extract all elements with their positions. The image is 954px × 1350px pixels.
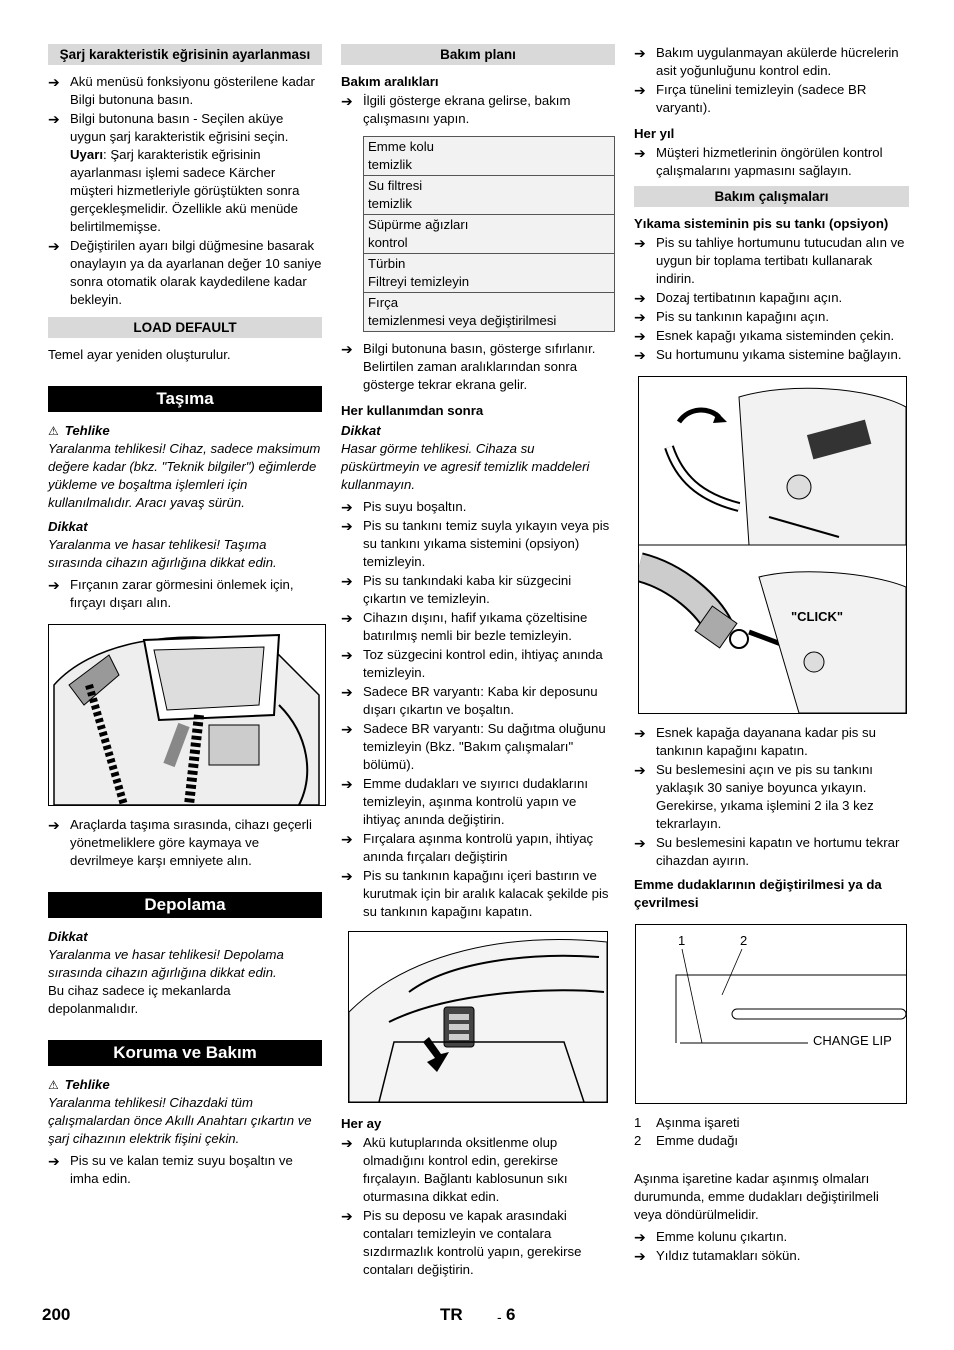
list-item: ➔ Araçlarda taşıma sırasında, cihazı geçerli yönetmeliklere göre kaymaya ve devrilmeye karşı emniyete alın. bbox=[48, 817, 312, 868]
arrow-icon: ➔ bbox=[48, 1153, 60, 1169]
column-1 bbox=[48, 44, 322, 1189]
arrow-icon: ➔ bbox=[341, 341, 353, 357]
list-item: ➔ Akü menüsü fonksiyonu gösterilene kadar Bilgi butonuna basın. bbox=[48, 74, 315, 107]
subheading: Bakım aralıkları bbox=[341, 74, 439, 89]
arrow-icon: ➔ bbox=[341, 776, 353, 792]
arrow-icon: ➔ bbox=[634, 328, 646, 344]
list-item: ➔ Pis su ve kalan temiz suyu boşaltın ve imha edin. bbox=[48, 1153, 293, 1186]
arrow-icon: ➔ bbox=[341, 721, 353, 737]
caution-heading: Dikkat bbox=[48, 929, 88, 944]
table-row: Süpürme ağızları kontrol bbox=[364, 215, 614, 254]
wash-system-list bbox=[634, 234, 909, 364]
caution-heading: Dikkat bbox=[341, 423, 381, 438]
paragraph: Yaralanma tehlikesi! Cihaz, sadece maksimum değere kadar (bkz. "Teknik bilgiler") eğimlerde yükleme ve boşaltma işlemleri için kullanılmalıdır. Aracı yavaş sürün. bbox=[48, 441, 321, 510]
caution-heading: Dikkat bbox=[48, 519, 88, 534]
arrow-icon: ➔ bbox=[634, 835, 646, 851]
list-item: ➔ Toz süzgecini kontrol edin, ihtiyaç anında temizleyin. bbox=[341, 647, 603, 680]
paragraph: Temel ayar yeniden oluşturulur. bbox=[48, 347, 231, 362]
arrow-icon: ➔ bbox=[341, 93, 353, 109]
list-item: ➔ Değiştirilen ayarı bilgi düğmesine basarak onaylayın ya da ayarlanan değer 10 saniye sonra otomatik olarak kaydedilene kadar bekleyin. bbox=[48, 238, 322, 307]
arrow-icon: ➔ bbox=[341, 499, 353, 515]
arrow-icon: ➔ bbox=[341, 573, 353, 589]
top-list bbox=[634, 44, 909, 117]
arrow-icon: ➔ bbox=[48, 111, 60, 127]
change-lip-diagram bbox=[635, 924, 907, 1104]
list-item: ➔ Pis su tankındaki kaba kir süzgecini çıkartın ve temizleyin. bbox=[341, 573, 572, 606]
subheading: Her ay bbox=[341, 1116, 382, 1131]
arrow-icon: ➔ bbox=[341, 1208, 353, 1224]
subheading: Her yıl bbox=[634, 126, 675, 141]
list-item: ➔ Fırçanın zarar görmesini önlemek için, fırçayı dışarı alın. bbox=[48, 577, 294, 610]
callout-2: 2 bbox=[740, 933, 748, 948]
arrow-icon: ➔ bbox=[48, 817, 60, 833]
list-item: ➔ Bilgi butonuna basın - Seçilen aküye uygun şarj karakteristik eğrisini seçin. Uyarı: Şarj karakteristik eğrisinin ayarlanması işlemi sadece Kärcher müşteri hizmetleriyle görüştükten sonra gerçekleşmelidir. Özellikle akü menüde belirtilmemişse. bbox=[48, 111, 300, 234]
arrow-icon: ➔ bbox=[341, 610, 353, 626]
warning-heading: ⚠ Tehlike bbox=[48, 1077, 110, 1092]
list-item: ➔ Bilgi butonuna basın, gösterge sıfırlanır. Belirtilen zaman aralıklarından sonra gösterge tekrar ekrana gelir. bbox=[341, 341, 596, 392]
list-item: ➔ Pis su deposu ve kapak arasındaki contaları temizleyin ve contalara sızdırmazlık kontrolü yapın, gerekirse contaları değiştirin. bbox=[341, 1208, 582, 1277]
arrow-icon: ➔ bbox=[634, 1229, 646, 1245]
end-list bbox=[634, 1228, 909, 1265]
list-item: ➔ Pis su tankının kapağını açın. bbox=[634, 309, 830, 325]
list-item: ➔ Sadece BR varyantı: Su dağıtma oluğunu temizleyin (Bkz. "Bakım çalışmaları" bölümü). bbox=[341, 721, 606, 772]
list-item: ➔ Dozaj tertibatının kapağını açın. bbox=[634, 290, 843, 306]
table-row: Fırça temizlenmesi veya değiştirilmesi bbox=[364, 293, 614, 331]
paragraph: Aşınma işaretine kadar aşınmış olmaları durumunda, emme dudakları değiştirilmeli veya döndürülmelidir. bbox=[634, 1171, 879, 1222]
hose-connection-illustration bbox=[638, 376, 907, 714]
chapter-heading-depolama: Depolama bbox=[48, 892, 322, 918]
warning-icon: ⚠ bbox=[48, 424, 59, 438]
subheading: Her kullanımdan sonra bbox=[341, 403, 484, 418]
list-item: ➔ Pis suyu boşaltın. bbox=[341, 499, 467, 515]
list-item: ➔ Pis su tankını temiz suyla yıkayın veya pis su tankını yıkama sistemini (opsiyon) temizleyin. bbox=[341, 518, 610, 569]
callout-1: 1 bbox=[678, 933, 686, 948]
section-heading-load-default: LOAD DEFAULT bbox=[48, 317, 322, 338]
column-3 bbox=[634, 44, 909, 1266]
chapter-heading-koruma: Koruma ve Bakım bbox=[48, 1040, 322, 1066]
list-item: ➔ Su beslemesini kapatın ve hortumu tekrar cihazdan ayırın. bbox=[634, 835, 900, 868]
arrow-icon: ➔ bbox=[341, 1135, 353, 1151]
arrow-icon: ➔ bbox=[48, 577, 60, 593]
arrow-icon: ➔ bbox=[634, 309, 646, 325]
table-row: Emme kolu temizlik bbox=[364, 137, 614, 176]
list-item: ➔ Emme kolunu çıkartın. bbox=[634, 1229, 788, 1245]
list-item: ➔ Pis su tahliye hortumunu tutucudan alın ve uygun bir toplama tertibatı kullanarak indirin. bbox=[634, 235, 905, 286]
brush-removal-illustration bbox=[48, 624, 326, 806]
arrow-icon: ➔ bbox=[634, 290, 646, 306]
paragraph: Bu cihaz sadece iç mekanlarda depolanmalıdır. bbox=[48, 983, 231, 1016]
arrow-icon: ➔ bbox=[634, 347, 646, 363]
arrow-icon: ➔ bbox=[634, 235, 646, 251]
change-lip-label: CHANGE LIP bbox=[813, 1033, 892, 1048]
arrow-icon: ➔ bbox=[341, 518, 353, 534]
section-heading-sarj: Şarj karakteristik eğrisinin ayarlanması bbox=[48, 44, 322, 65]
arrow-icon: ➔ bbox=[634, 762, 646, 778]
list-item: ➔ Fırçalara aşınma kontrolü yapın, ihtiyaç anında fırçaları değiştirin bbox=[341, 831, 594, 864]
paragraph: Yaralanma tehlikesi! Cihazdaki tüm çalışmalardan önce Akıllı Anahtarı çıkartın ve şarj cihazının elektrik fişini çekin. bbox=[48, 1095, 312, 1146]
list-item: ➔ Bakım uygulanmayan akülerde hücrelerin asit yoğunluğunu kontrol edin. bbox=[634, 45, 899, 78]
arrow-icon: ➔ bbox=[634, 1248, 646, 1264]
maintenance-table bbox=[363, 136, 615, 332]
arrow-icon: ➔ bbox=[634, 82, 646, 98]
list-item: ➔ Fırça tünelini temizleyin (sadece BR varyantı). bbox=[634, 82, 867, 115]
chapter-heading-tasima: Taşıma bbox=[48, 386, 322, 412]
legend-item: 1 Aşınma işareti bbox=[634, 1115, 740, 1130]
section-heading-bakim-calismalari: Bakım çalışmaları bbox=[634, 186, 909, 207]
click-label: "CLICK" bbox=[791, 609, 844, 624]
paragraph: Yaralanma ve hasar tehlikesi! Depolama sırasında cihazın ağırlığına dikkat edin. bbox=[48, 947, 284, 980]
page-number: 200 bbox=[42, 1305, 71, 1324]
arrow-icon: ➔ bbox=[341, 831, 353, 847]
list-item: ➔ Cihazın dışını, hafif yıkama çözeltisine batırılmış nemli bir bezle temizleyin. bbox=[341, 610, 588, 643]
after-use-list bbox=[341, 498, 615, 921]
arrow-icon: ➔ bbox=[341, 684, 353, 700]
column-2 bbox=[341, 44, 615, 1280]
section-page: 6 bbox=[506, 1305, 516, 1324]
list-item: ➔ Esnek kapağa dayanana kadar pis su tankının kapağını kapatın. bbox=[634, 725, 876, 758]
list-item: ➔ İlgili gösterge ekrana gelirse, bakım çalışmasını yapın. bbox=[341, 93, 571, 126]
list-item: ➔ Emme dudakları ve sıyırıcı dudaklarını temizleyin, aşınma kontrolü yapın ve ihtiyaç anında değiştirin. bbox=[341, 776, 589, 827]
legend-item: 2 Emme dudağı bbox=[634, 1133, 739, 1148]
uyari-label: Uyarı bbox=[70, 147, 103, 162]
arrow-icon: ➔ bbox=[634, 145, 646, 161]
warning-icon: ⚠ bbox=[48, 1078, 59, 1092]
monthly-list bbox=[341, 1134, 615, 1279]
arrow-icon: ➔ bbox=[634, 725, 646, 741]
arrow-icon: ➔ bbox=[634, 45, 646, 61]
list-item: ➔ Pis su tankının kapağını içeri bastırın ve kurutmak için bir aralık kalacak şekilde pis su tankının kapağını kapatın. bbox=[341, 868, 609, 919]
arrow-icon: ➔ bbox=[341, 647, 353, 663]
legend bbox=[634, 1114, 909, 1150]
list-item: ➔ Müşteri hizmetlerinin öngörülen kontrol çalışmalarını yapmasını sağlayın. bbox=[634, 145, 883, 178]
subheading: Emme dudaklarının değiştirilmesi ya da çevrilmesi bbox=[634, 877, 882, 910]
warning-heading: ⚠ Tehlike bbox=[48, 423, 110, 438]
section-heading-bakim-plani: Bakım planı bbox=[341, 44, 615, 65]
paragraph: Yaralanma ve hasar tehlikesi! Taşıma sırasında cihazın ağırlığına dikkat edin. bbox=[48, 537, 277, 570]
paragraph: Hasar görme tehlikesi. Cihaza su püskürtmeyin ve agresif temizlik maddeleri kullanmayın. bbox=[341, 441, 590, 492]
table-row: Türbin Filtreyi temizleyin bbox=[364, 254, 614, 293]
list-item: ➔ Su beslemesini açın ve pis su tankını yaklaşık 30 saniye boyunca yıkayın. Gerekirse, yıkama işlemini 2 ila 3 kez tekrarlayın. bbox=[634, 762, 874, 831]
arrow-icon: ➔ bbox=[48, 238, 60, 254]
table-row: Su filtresi temizlik bbox=[364, 176, 614, 215]
list-item: ➔ Esnek kapağı yıkama sisteminden çekin. bbox=[634, 328, 895, 344]
after-connect-list bbox=[634, 724, 909, 870]
tank-lid-illustration bbox=[348, 931, 608, 1103]
footer-separator: - bbox=[497, 1309, 502, 1325]
subheading: Yıkama sisteminin pis su tankı (opsiyon) bbox=[634, 216, 889, 231]
list-item: ➔ Su hortumunu yıkama sistemine bağlayın. bbox=[634, 347, 902, 363]
list-item: ➔ Sadece BR varyantı: Kaba kir deposunu dışarı çıkartın ve boşaltın. bbox=[341, 684, 598, 717]
list-item: ➔ Akü kutuplarında oksitlenme olup olmadığını kontrol edin, gerekirse fırçalayın. Bağlantı kablosunun sıkı oturmasına dikkat edin. bbox=[341, 1135, 568, 1204]
arrow-icon: ➔ bbox=[341, 868, 353, 884]
arrow-icon: ➔ bbox=[48, 74, 60, 90]
language-code: TR bbox=[440, 1305, 463, 1324]
list-item: ➔ Yıldız tutamakları sökün. bbox=[634, 1248, 801, 1264]
